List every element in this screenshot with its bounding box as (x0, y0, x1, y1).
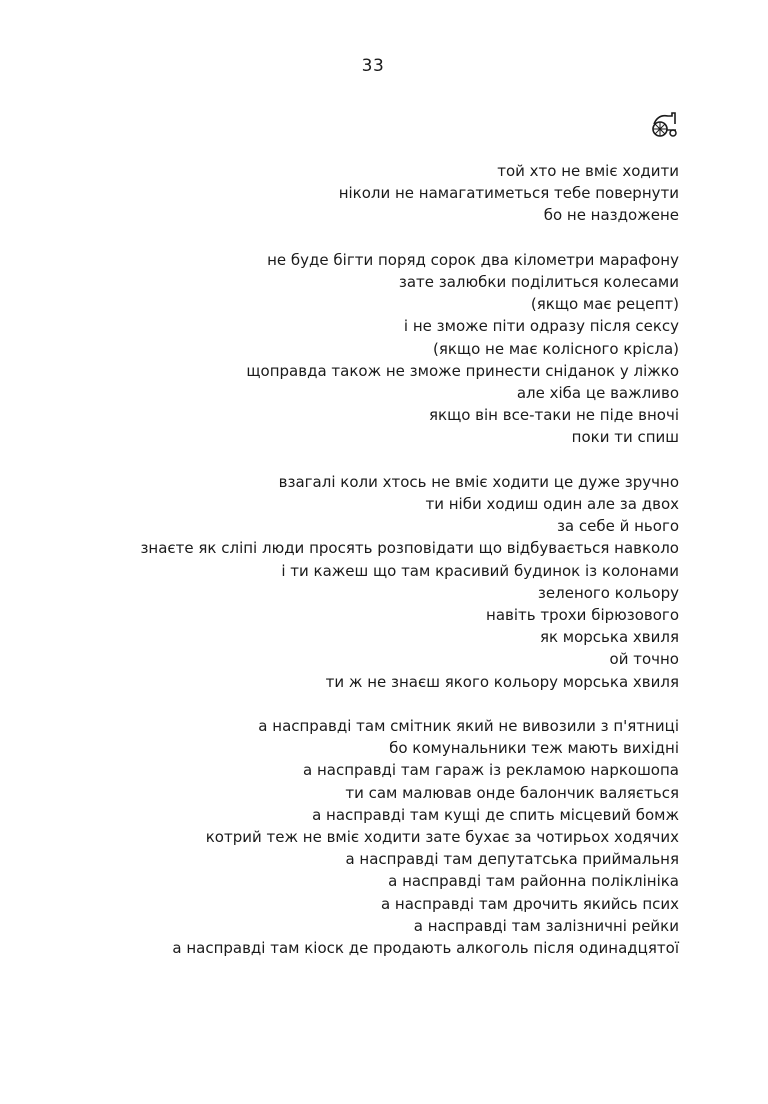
poem-line: а насправді там кіоск де продають алкоголь після одинадцятої (172, 939, 679, 958)
stanza-1 (39, 160, 679, 227)
poem-line: за себе й нього (556, 517, 679, 536)
poem-line: ти ж не знаєш якого кольору морська хвиля (325, 672, 679, 691)
poem-line: не буде бігти поряд сорок два кілометри марафону (267, 250, 679, 269)
poem-line: той хто не вміє ходити (497, 162, 679, 180)
poem-line: а насправді там кущі де спить місцевий бомж (312, 805, 679, 824)
poem-line: ніколи не намагатиметься тебе повернути (338, 184, 679, 203)
poem-line: взагалі коли хтось не вміє ходити це дуже зручно (278, 472, 679, 491)
poem-line: ти сам малював онде балончик валяється (345, 783, 679, 802)
poem-line: зате залюбки поділиться колесами (398, 273, 679, 291)
poem-line: а насправді там залізничні рейки (413, 916, 679, 935)
stanza-3 (39, 471, 679, 693)
poem-line: зеленого кольору (537, 583, 679, 602)
wheelchair-icon (650, 110, 680, 138)
poem-line: а насправді там дрочить якийсь псих (380, 894, 679, 913)
poem-line: і не зможе піти одразу після сексу (403, 317, 679, 336)
poem-line: як морська хвиля (539, 628, 679, 647)
poem-line: і ти кажеш що там красивий будинок із колонами (281, 561, 679, 580)
poem-line: ой точно (609, 650, 679, 669)
poem-line: поки ти спиш (571, 428, 679, 447)
poem-line: знаєте як сліпі люди просять розповідати що відбувається навколо (140, 539, 679, 558)
stanza-4 (39, 715, 679, 959)
poem-line: а насправді там депутатська приймальня (345, 850, 679, 869)
poem-line: (якщо не має колісного крісла) (433, 339, 679, 358)
poem-line: а насправді там районна поліклініка (388, 872, 679, 891)
poem-line: але хіба це важливо (516, 384, 679, 403)
poem-line: щоправда також не зможе принести сніданок у ліжко (246, 361, 679, 380)
poem-line: котрий теж не вміє ходити зате бухає за чотирьох ходячих (205, 828, 679, 847)
poem-line: а насправді там смітник який не вивозили з п'ятниці (258, 717, 679, 736)
poem-line: навіть трохи бірюзового (486, 606, 679, 625)
poem-line: ти ніби ходиш один але за двох (425, 495, 679, 514)
poem-line: а насправді там гараж із рекламою наркошопа (302, 761, 679, 780)
page-number: 33 (361, 56, 385, 76)
stanza-2 (39, 249, 679, 449)
poem-line: якщо він все-таки не піде вночі (429, 406, 679, 425)
poem (39, 160, 679, 981)
poem-line: (якщо має рецепт) (530, 295, 679, 314)
poem-line: бо комунальники теж мають вихідні (389, 739, 679, 758)
poem-line: бо не наздожене (543, 206, 679, 225)
